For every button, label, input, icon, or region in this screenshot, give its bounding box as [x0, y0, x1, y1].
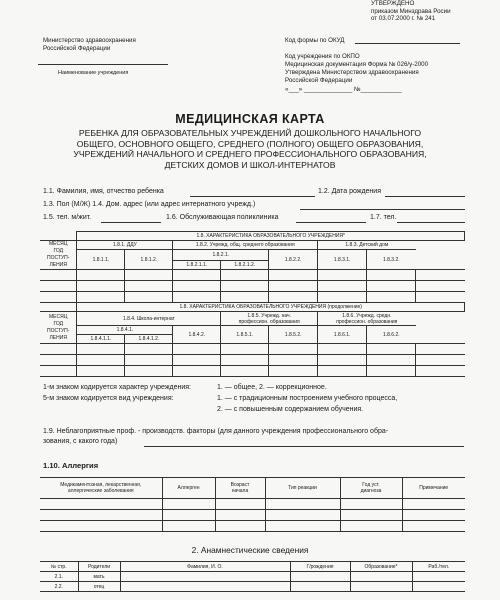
address-input[interactable] [300, 209, 465, 210]
allergy-col-type: Медикаментозная, лекарственная, аллергические заболевания [40, 478, 162, 499]
allergy-row [40, 521, 465, 532]
institution-caption: Наименование учреждения [58, 70, 129, 76]
table2-col-5: 1.8.6.1. [318, 326, 367, 344]
allergy-title: 1.10. Аллергия [43, 461, 99, 470]
table1-col-2: 1.8.1.2. [125, 250, 173, 270]
allergy-col-age: Возраст начала [215, 478, 265, 499]
table2-title: 1.8. ХАРАКТЕРИСТИКА ОБРАЗОВАТЕЛЬНОГО УЧРЕЖДЕНИЯ (продолжение) [77, 303, 465, 312]
table2-group-secondary-vocational: 1.8.6. Учрежд. средн. профессион. образования [318, 312, 416, 326]
approved-by-1: Утверждена Министерством здравоохранения [285, 69, 419, 76]
clinic-phone-input[interactable] [397, 222, 465, 223]
table2-group-boarding: 1.8.4. Школа-интернат [77, 312, 221, 326]
row-num: 2.1. [40, 572, 78, 582]
document-subtitle [20, 128, 480, 170]
coding-fifth-option-2: 2. — с повышенным содержанием обучения. [217, 406, 364, 413]
table2-side-label: МЕСЯЦ ГОД ПОСТУП- ЛЕНИЯ [40, 312, 77, 344]
table-row [40, 582, 465, 592]
row-parent: отец [78, 582, 120, 592]
table1-row [40, 292, 465, 303]
coding-fifth-option-1: 1. — с традиционным построением учебного процесса, [217, 395, 398, 402]
table1-group-kindergarten: 1.8.1. ДДУ [77, 241, 173, 250]
allergy-table [40, 477, 465, 532]
coding-fifth-label: 5-м знаком кодируется вид учреждения: [43, 395, 174, 402]
anamnesis-col-work-phone: Раб./тел. [412, 562, 465, 572]
table2-col-2: 1.8.4.2. [173, 326, 221, 344]
table1-side-label: МЕСЯЦ ГОД ПОСТУП- ЛЕНИЯ [40, 241, 77, 270]
full-name-input[interactable] [190, 196, 315, 197]
anamnesis-col-name: Фамилия, И. О. [120, 562, 290, 572]
field-clinic-label: 1.6. Обслуживающая поликлиника [166, 214, 279, 221]
field-birth-date-label: 1.2. Дата рождения [318, 188, 381, 195]
phone-input[interactable] [101, 222, 161, 223]
anamnesis-table [40, 561, 465, 592]
anamnesis-col-birth-year: Г/рождения [290, 562, 350, 572]
allergy-col-note: Примечание [402, 478, 465, 499]
subtitle-line-3: УЧРЕЖДЕНИЙ НАЧАЛЬНОГО И СРЕДНЕГО ПРОФЕССИОНАЛЬНОГО ОБРАЗОВАНИЯ, [73, 149, 427, 160]
approval-date-line: «___» ______________ №____________ [285, 86, 402, 93]
table1-col-5: 1.8.3.1. [318, 250, 367, 270]
clinic-input[interactable] [296, 222, 366, 223]
table-row [40, 572, 465, 582]
field-clinic-phone-label: 1.7. тел. [370, 214, 397, 221]
birth-date-input[interactable] [385, 196, 465, 197]
approved-stamp-line-1: УТВЕРЖДЕНО [371, 0, 415, 7]
field-occupational-factors-label: 1.9. Неблагоприятные проф. - производств. факторы (для данного учреждения профессионального обра- [43, 428, 389, 435]
approved-stamp-line-3: от 03.07.2000 г. № 241 [371, 15, 436, 22]
table2-group-primary-vocational: 1.8.5. Учрежд. нач. профессион. образования [221, 312, 318, 326]
institution-table-1 [40, 231, 465, 303]
approved-by-2: Российской Федерации [285, 77, 353, 84]
field-phone-label: 1.5. тел. м/жит. [43, 214, 92, 221]
subtitle-line-1: РЕБЕНКА ДЛЯ ОБРАЗОВАТЕЛЬНЫХ УЧРЕЖДЕНИЙ ДОШКОЛЬНОГО НАЧАЛЬНОГО [78, 128, 422, 138]
allergy-row [40, 499, 465, 510]
table1-title: 1.8. ХАРАКТЕРИСТИКА ОБРАЗОВАТЕЛЬНОГО УЧРЕЖДЕНИЯ* [77, 232, 465, 241]
okpo-label: Код учреждения по ОКПО [285, 53, 360, 60]
table1-col-1: 1.8.1.1. [77, 250, 125, 270]
allergy-col-allergen: Аллерген [162, 478, 215, 499]
field-sex-address-label: 1.3. Пол (М/Ж) 1.4. Дом. адрес (или адрес интернатного учрежд.) [43, 201, 256, 208]
table2-sub-2: 1.8.4.1.2. [125, 335, 173, 344]
row-parent: мать [78, 572, 120, 582]
coding-first-label: 1-м знаком кодируется характер учреждения: [43, 384, 192, 391]
table2-col-1: 1.8.4.1. [77, 326, 173, 335]
table1-col-6: 1.8.3.2. [367, 250, 416, 270]
table1-row [40, 270, 465, 281]
ministry-name-1: Министерство здравоохранения [43, 37, 136, 44]
table2-col-4: 1.8.5.2. [269, 326, 318, 344]
allergy-col-reaction: Тип реакции [265, 478, 340, 499]
coding-first-options: 1. — общее, 2. — коррекционное. [217, 384, 327, 391]
okud-line[interactable] [355, 43, 460, 44]
field-occupational-factors-label-2: зования, с какого года) [43, 438, 118, 445]
table2-row [40, 344, 465, 355]
field-full-name-label: 1.1. Фамилия, имя, отчество ребенка [43, 188, 164, 195]
anamnesis-col-num: № стр. [40, 562, 78, 572]
anamnesis-col-parents: Родители [78, 562, 120, 572]
table1-col-3: 1.8.2.1. [173, 250, 269, 261]
table2-col-3: 1.8.5.1. [221, 326, 269, 344]
med-doc-form: Медицинская документация Форма № 026/у-2000 [285, 61, 429, 68]
table2-row [40, 355, 465, 366]
table1-col-4: 1.8.2.2. [269, 250, 318, 270]
anamnesis-title: 2. Анамнестические сведения [191, 545, 309, 555]
subtitle-line-2: ОБЩЕГО, ОСНОВНОГО ОБЩЕГО, СРЕДНЕГО (ПОЛНОГО) ОБЩЕГО ОБРАЗОВАНИЯ, [76, 138, 424, 149]
allergy-col-diagnosis-year: Год уст. диагноза [340, 478, 402, 499]
table1-sub-1: 1.8.2.1.1. [173, 261, 221, 270]
ministry-name-2: Российской Федерации [43, 45, 111, 52]
occupational-factors-input[interactable] [144, 446, 464, 447]
okud-label: Код формы по ОКУД [285, 37, 345, 44]
approved-stamp-line-2: приказом Минздрава Росии [371, 7, 451, 15]
table2-row [40, 366, 465, 377]
table1-sub-2: 1.8.2.1.2. [221, 261, 269, 270]
table1-row [40, 281, 465, 292]
table1-group-school: 1.8.2. Учрежд. общ. среднего образования [173, 241, 318, 250]
row-num: 2.2. [40, 582, 78, 592]
allergy-row [40, 510, 465, 521]
table1-group-orphanage: 1.8.3. Детский дом [318, 241, 416, 250]
table2-col-6: 1.8.6.2. [367, 326, 416, 344]
document-title: МЕДИЦИНСКАЯ КАРТА [175, 112, 325, 126]
table2-sub-1: 1.8.4.1.1. [77, 335, 125, 344]
institution-line[interactable] [38, 64, 168, 65]
anamnesis-col-education: Образование* [350, 562, 412, 572]
subtitle-line-4: ДЕТСКИХ ДОМОВ И ШКОЛ-ИНТЕРНАТОВ [164, 159, 336, 170]
institution-table-2 [40, 302, 465, 377]
